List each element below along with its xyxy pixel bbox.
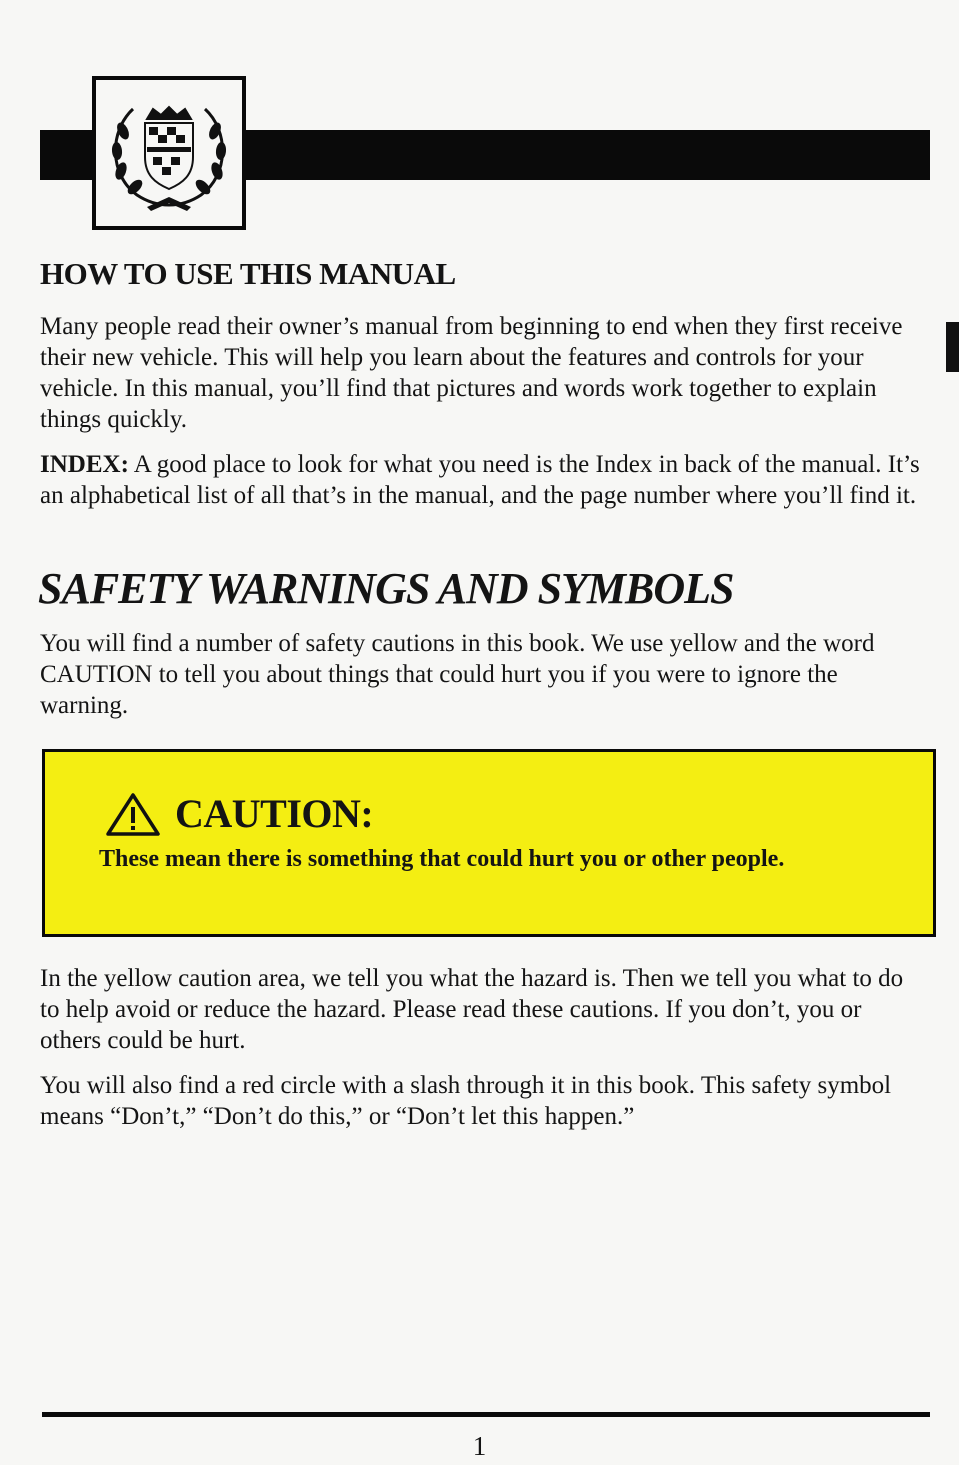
- margin-tab: [946, 322, 959, 372]
- caution-title: [105, 790, 373, 837]
- index-paragraph: [40, 449, 925, 511]
- caution-box: [42, 749, 936, 937]
- red-circle-paragraph: You will also find a red circle with a slash through it in this book. This safety symbol means “Don’t,” “Don’t do this,” or “Don’t let this happen.”: [40, 1072, 892, 1130]
- logo-box: [92, 76, 246, 230]
- caution-explanation-paragraph: In the yellow caution area, we tell you what the hazard is. Then we tell you what to do to help avoid or reduce the hazard. Please read these cautions. If you don’t, you or others could be hurt.: [40, 965, 904, 1054]
- warning-triangle-icon: [105, 791, 161, 837]
- caution-text: These mean there is something that could hurt you or other people.: [99, 846, 785, 872]
- page-number: 1: [472, 1431, 487, 1461]
- index-label: INDEX:: [40, 451, 129, 478]
- caution-label: CAUTION:: [175, 791, 374, 836]
- footer-rule: [42, 1412, 930, 1417]
- section-heading-safety: SAFETY WARNINGS AND SYMBOLS: [38, 564, 734, 613]
- cadillac-crest-wreath-icon: [103, 87, 235, 219]
- section-heading-how-to-use: HOW TO USE THIS MANUAL: [40, 256, 456, 291]
- index-text: A good place to look for what you need is the Index in back of the manual. It’s an alphabetical list of all that’s in the manual, and the page number where you’ll find it.: [40, 451, 920, 509]
- safety-intro-paragraph: You will find a number of safety cautions in this book. We use yellow and the word CAUTION to tell you about things that could hurt you if you were to ignore the warning.: [40, 630, 875, 719]
- how-to-use-paragraph: Many people read their owner’s manual from beginning to end when they first receive their new vehicle. This will help you learn about the features and controls for your vehicle. In this manual, you’ll find that pictures and words work together to explain things quickly.: [40, 313, 903, 433]
